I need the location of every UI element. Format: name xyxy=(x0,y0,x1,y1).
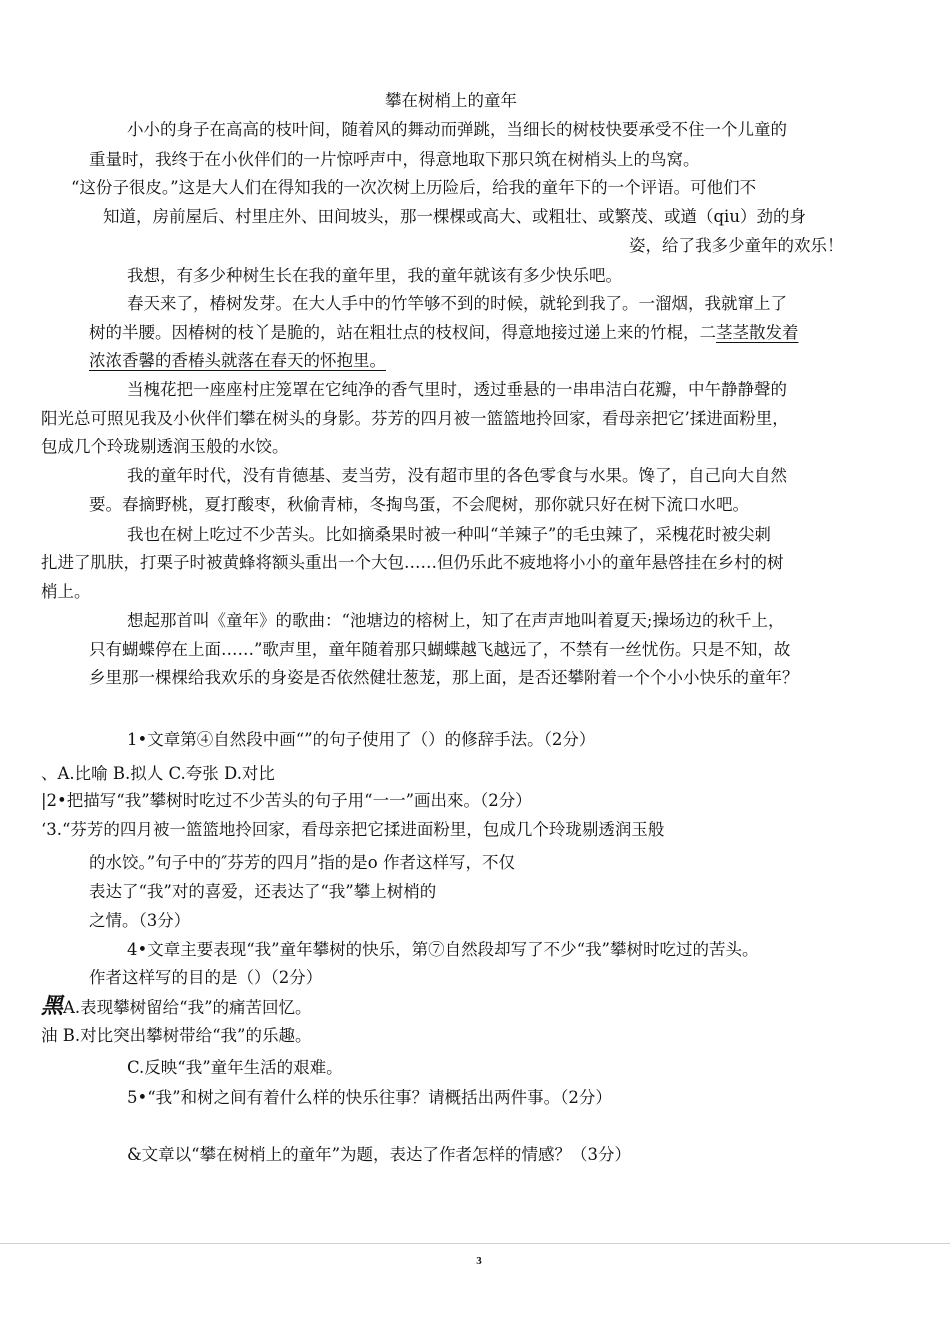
question-2: |2•把描写“我”攀树时吃过不少苦头的句子用“一一”画出來。（2分） xyxy=(41,791,532,810)
article-line: 姿，给了我多少童年的欢乐！ xyxy=(629,236,844,255)
question-4: 4•文章主要表现“我”童年攀树的快乐，第⑦自然段却写了不少“我”攀树时吃过的苦头。 xyxy=(127,940,759,959)
article-title: 攀在树梢上的童年 xyxy=(385,91,517,110)
underlined-sentence: 茎茎散发着 xyxy=(716,323,799,342)
article-line: 只有蝴蝶停在上面……”歌声里，童年随着那只蝴蝶越飞越远了，不禁有一丝忧伤。只是不知，故 xyxy=(89,640,791,659)
article-line: 我也在树上吃过不少苦头。比如摘桑果时被一种叫“羊辣子”的毛虫辣了，采槐花时被尖刺 xyxy=(127,525,771,544)
question-3-line: 的水饺。”句子中的″芬芳的四月”指的是o 作者这样写，不仅 xyxy=(89,853,515,872)
article-line-text: 二 xyxy=(699,323,716,342)
article-line: 要。春摘野桃，夏打酸枣，秋偷青柿，冬掏鸟蛋，不会爬树，那你就只好在树下流口水吧。 xyxy=(89,495,749,514)
question-4-option-b: 油 B.对比突出攀树带给“我”的乐趣。 xyxy=(41,1026,312,1045)
question-4-line: 作者这样写的目的是（）（2分） xyxy=(89,968,323,987)
option-text: A.表现攀树留给“我”的痛苦回忆。 xyxy=(63,998,312,1017)
article-line: 知道，房前屋后、村里庄外、田间坡头，那一棵棵或高大、或粗壮、或繁茂、或遒（qiu）劲的身 xyxy=(103,207,806,226)
article-line: 阳光总可照见我及小伙伴们攀在树头的身影。芬芳的四月被一篮篮地拎回家，看母亲把它’揉进面粉里， xyxy=(41,409,789,428)
article-line-text: 树的半腰。因椿树的枝丫是脆的，站在粗壮点的枝杈间，得意地接过递上来的竹棍， xyxy=(89,323,700,342)
question-4-option-c: C.反映“我”童年生活的艰难。 xyxy=(127,1058,343,1077)
question-6: &文章以“攀在树梢上的童年”为题，表达了作者怎样的情感？（3分） xyxy=(127,1145,632,1164)
article-line: 重量时，我终于在小伙伴们的一片惊呼声中，得意地取下那只筑在树梢头上的鸟窝。 xyxy=(89,150,700,169)
article-line: 包成几个玲珑剔透润玉般的水饺。 xyxy=(41,437,289,456)
article-line: 想起那首叫《童年》的歌曲：“池塘边的榕树上，知了在声声地叫着夏天;操场边的秋千上， xyxy=(127,611,785,630)
article-line: 我想，有多少种树生长在我的童年里，我的童年就该有多少快乐吧。 xyxy=(127,266,622,285)
article-line: 扎进了肌肤，打栗子时被黄蜂将额头重出一个大包……但仍乐此不疲地将小小的童年悬啓挂在乡村的树 xyxy=(41,553,784,572)
question-1: 1•文章第④自然段中画“”的句子使用了（）的修辞手法。（2分） xyxy=(127,730,596,749)
question-3-line: 之情。（3分） xyxy=(89,911,191,930)
page-number: 3 xyxy=(476,1255,482,1267)
question-3-line: 表达了“我”对的喜爱，还表达了“我”攀上树梢的 xyxy=(89,882,437,901)
question-5: 5•“我”和树之间有着什么样的快乐往事？请概括出两件事。（2分） xyxy=(127,1088,612,1107)
question-4-option-a xyxy=(41,995,312,1019)
article-line: 春天来了，椿树发芽。在大人手中的竹竿够不到的时候，就轮到我了。一溜烟，我就窜上了 xyxy=(127,294,787,313)
question-3: ‘3.“芬芳的四月被一篮篮地拎回家，看母亲把它揉进面粉里，包成几个玲珑剔透润玉般 xyxy=(41,820,665,839)
article-line xyxy=(89,322,799,344)
article-line: “这份子很皮。”这是大人们在得知我的一次次树上历险后，给我的童年下的一个评语。可他们不 xyxy=(71,178,757,197)
underlined-sentence: 浓浓香馨的香椿头就落在春天的怀抱里。 xyxy=(89,351,386,370)
article-line: 小小的身子在高高的枝叶间，随着风的舞动而弹跳，当细长的树枝快要承受不住一个儿童的 xyxy=(127,120,787,139)
article-line: 乡里那一棵棵给我欢乐的身姿是否依然健壮葱茏，那上面，是否还攀附着一个个小小快乐的童年？ xyxy=(89,668,799,687)
article-line: 梢上。 xyxy=(41,582,91,601)
stray-mark: 黑 xyxy=(41,993,64,1019)
article-line: 我的童年时代，没有肯德基、麦当劳，没有超市里的各色零食与水果。馋了，自己向大自然 xyxy=(127,466,787,485)
question-1-options: 、A.比喻 B.拟人 C.夸张 D.对比 xyxy=(41,764,275,783)
article-line: 当槐花把一座座村庄笼罩在它纯净的香气里时，透过垂悬的一串串洁白花瓣，中午静静聲的 xyxy=(127,380,787,399)
footer-divider xyxy=(0,1243,950,1244)
